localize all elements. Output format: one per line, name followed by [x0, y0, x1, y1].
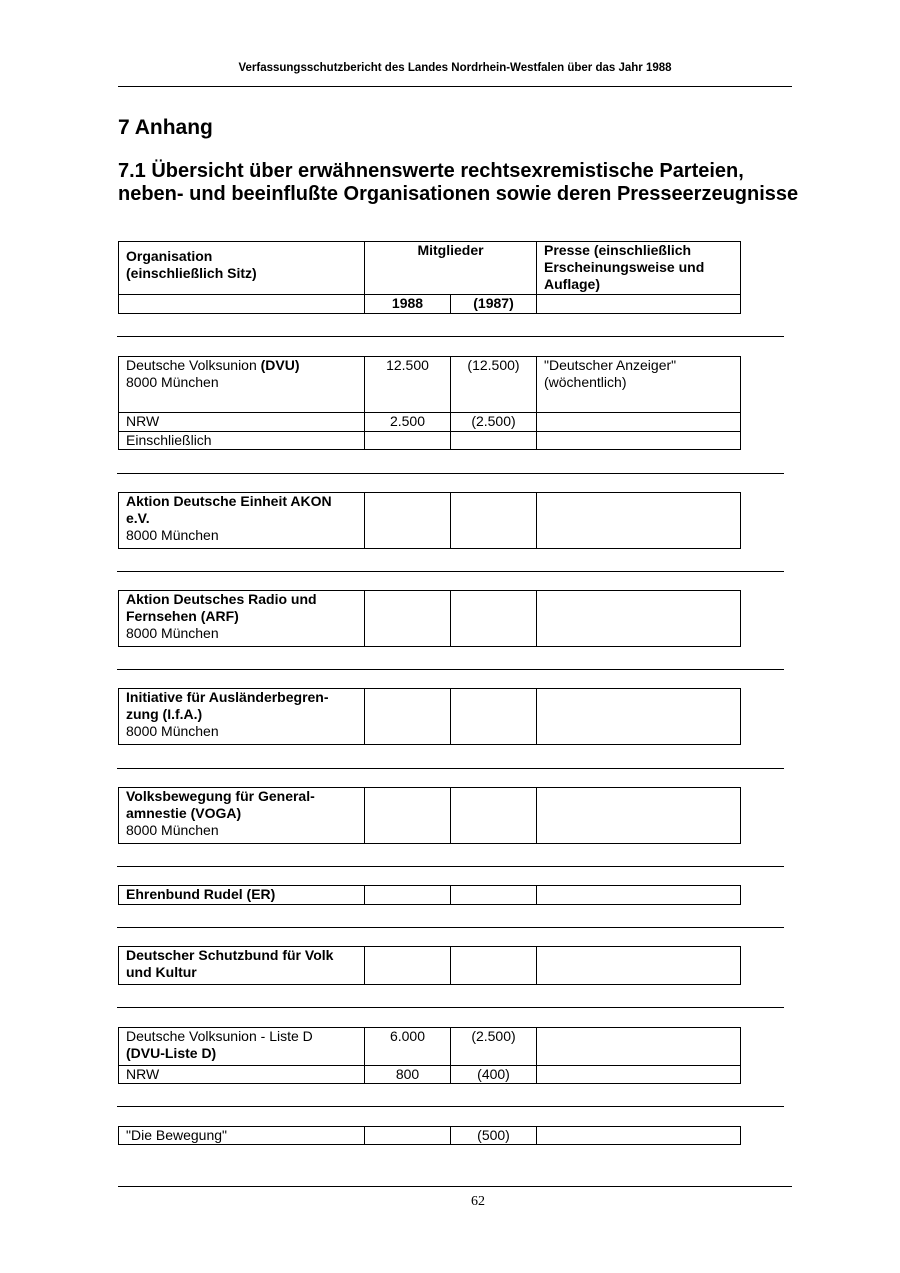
members-1987: (12.500) — [451, 357, 537, 413]
nrw-members-1988: 2.500 — [365, 413, 451, 432]
entry-dvu — [118, 356, 741, 450]
org-name: Deutsche Volksunion (DVU) 8000 München — [119, 357, 365, 413]
header-presse: Presse (einschließlich Erscheinungsweise und Auflage) — [537, 242, 741, 295]
entry-voga — [118, 787, 741, 844]
org-name: Aktion Deutsches Radio und Fernsehen (ARF) 8000 München — [119, 591, 365, 647]
separator-rule — [117, 866, 784, 867]
separator-rule — [117, 473, 784, 474]
separator-rule — [117, 336, 784, 337]
column-header-table — [118, 241, 741, 314]
separator-rule — [117, 669, 784, 670]
nrw-members-1987: (2.500) — [451, 413, 537, 432]
header-year-1987: (1987) — [451, 295, 537, 314]
nrw-label: NRW — [119, 1066, 365, 1084]
entry-er — [118, 885, 741, 905]
org-name: Volksbewegung für General-amnestie (VOGA) 8000 München — [119, 788, 365, 844]
page-number: 62 — [471, 1194, 485, 1209]
members-1987: (500) — [451, 1127, 537, 1145]
org-seat: 8000 München — [126, 374, 219, 390]
org-name: "Die Bewegung" — [119, 1127, 365, 1145]
members-1988: 12.500 — [365, 357, 451, 413]
org-seat: 8000 München — [126, 527, 219, 543]
header-rule — [118, 86, 792, 87]
separator-rule — [117, 1106, 784, 1107]
org-seat: 8000 München — [126, 822, 219, 838]
section-title: 7.1 Übersicht über erwähnenswerte rechtsexremistische Parteien, neben- und beeinflußte Organisationen sowie deren Presseerzeugnisse — [118, 160, 799, 205]
separator-rule — [117, 571, 784, 572]
members-1988: 6.000 — [365, 1028, 451, 1066]
org-name: Aktion Deutsche Einheit AKON e.V. 8000 München — [119, 493, 365, 549]
nrw-label: NRW — [119, 413, 365, 432]
entry-die-bewegung — [118, 1126, 741, 1145]
org-seat: 8000 München — [126, 723, 219, 739]
chapter-title: 7 Anhang — [118, 116, 213, 139]
incl-label: Einschließlich — [119, 432, 365, 450]
org-name: Deutscher Schutzbund für Volk und Kultur — [119, 947, 365, 985]
header-year-1988: 1988 — [365, 295, 451, 314]
entry-ifa — [118, 688, 741, 745]
members-1987: (2.500) — [451, 1028, 537, 1066]
header-mitglieder: Mitglieder — [365, 242, 537, 295]
separator-rule — [117, 768, 784, 769]
entry-akon — [118, 492, 741, 549]
separator-rule — [117, 927, 784, 928]
nrw-members-1987: (400) — [451, 1066, 537, 1084]
entry-schutzbund — [118, 946, 741, 985]
footer-rule — [118, 1186, 792, 1187]
separator-rule — [117, 1007, 784, 1008]
entry-dvu-liste-d — [118, 1027, 741, 1084]
nrw-members-1988: 800 — [365, 1066, 451, 1084]
org-name: Ehrenbund Rudel (ER) — [119, 886, 365, 905]
org-name: Initiative für Ausländerbegren-zung (I.f.A.) 8000 München — [119, 689, 365, 745]
header-organisation: Organisation (einschließlich Sitz) — [119, 242, 365, 295]
running-header: Verfassungsschutzbericht des Landes Nordrhein-Westfalen über das Jahr 1988 — [238, 62, 672, 74]
org-name: Deutsche Volksunion - Liste D (DVU-Liste D) — [119, 1028, 365, 1066]
org-seat: 8000 München — [126, 625, 219, 641]
press: "Deutscher Anzeiger" (wöchentlich) — [537, 357, 741, 413]
entry-arf — [118, 590, 741, 647]
